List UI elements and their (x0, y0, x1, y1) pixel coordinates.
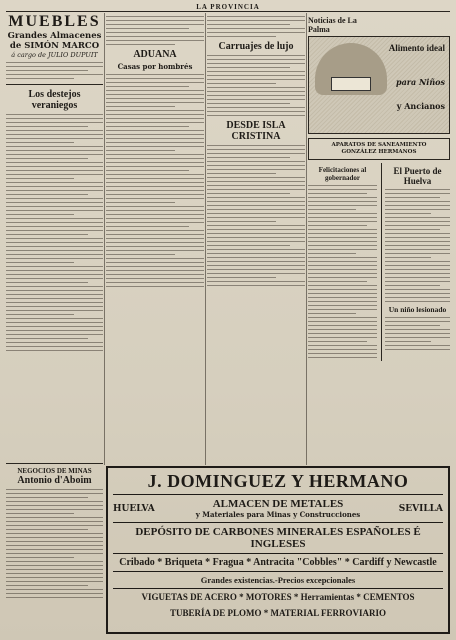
article-body (6, 114, 103, 351)
column-rule (104, 13, 105, 465)
felicitaciones-article (308, 163, 377, 361)
column-3 (207, 13, 305, 465)
col2-top-body (106, 16, 204, 45)
ad-almacen-sub: y Materiales para Minas y Construcciones (195, 510, 361, 519)
minas-ad (6, 460, 103, 601)
puerto-article (381, 163, 450, 361)
felicitaciones-headline: Felicitaciones al gobernador (318, 166, 367, 182)
nino-headline: Un niño lesionado (388, 305, 447, 314)
dominguez-hermano-ad (106, 466, 450, 634)
food-illustration-ad (308, 36, 450, 134)
aparatos-title: APARATOS DE SANEAMIENTO (331, 142, 427, 148)
column-1 (6, 13, 103, 465)
muebles-ad (6, 13, 103, 85)
aparatos-ad (308, 138, 450, 160)
ad-almacen (183, 498, 373, 519)
muebles-line1: Grandes Almacenes de SIMÓN MARCO (7, 31, 102, 51)
column-2 (106, 13, 204, 465)
muebles-title: MUEBLES (8, 13, 101, 30)
aduana-subhead: Casas por hombrés (117, 62, 193, 71)
carruajes-body (207, 55, 305, 116)
product-can (331, 77, 371, 91)
ad-almacen-title: ALMACEN DE METALES (212, 498, 344, 510)
ad-label-ancianos: y Ancianos (396, 101, 445, 111)
masthead-title: LA PROVINCIA (196, 2, 260, 11)
column-rule (205, 13, 206, 465)
muebles-body (6, 62, 103, 79)
column-4 (308, 13, 450, 465)
cristina-body (207, 145, 305, 286)
noticias-headline: Noticias de La Palma (308, 16, 357, 34)
muebles-line2: á cargo de JULIO DUPUIT (11, 51, 98, 59)
carruajes-headline: Carruajes de lujo (218, 41, 294, 52)
ad-label-ninos: para Niños (396, 77, 445, 87)
cristina-headline: DESDE ISLA CRISTINA (226, 120, 286, 142)
ad-city-sevilla: SEVILLA (398, 503, 443, 514)
ad-label-alimento: Alimento ideal (388, 43, 445, 53)
ad-city-huelva: HUELVA (113, 503, 155, 514)
aduana-body (106, 74, 204, 287)
masthead (6, 2, 450, 12)
ad-line-viguetas: VIGUETAS DE ACERO * MOTORES * Herramientas * CEMENTOS (141, 592, 415, 602)
minas-title: NEGOCIOS DE MINAS (17, 467, 92, 475)
col4-subcolumns (308, 163, 450, 361)
ad-line-tuberia: TUBERÍA DE PLOMO * MATERIAL FERROVIARIO (169, 608, 387, 618)
ad-company-title: J. DOMINGUEZ Y HERMANO (113, 471, 443, 495)
puerto-headline: El Puerto de Huelva (393, 166, 442, 186)
aduana-headline: ADUANA (133, 49, 177, 60)
ad-line-existencias: Grandes existencias.-Precios excepcionales (113, 572, 443, 589)
ad-line-cribado: Cribado * Briqueta * Fragua * Antracita "Cobbles" * Cardiff y Newcastle (113, 554, 443, 572)
aparatos-name: GONZÁLEZ HERMANOS (341, 149, 417, 155)
ad-header-row (113, 498, 443, 523)
article-headline: Los destejos veraniegos (28, 89, 81, 111)
col3-top-body (207, 16, 305, 37)
ad-line-carbones: DEPÓSITO DE CARBONES MINERALES ESPAÑOLES É INGLESES (113, 523, 443, 554)
minas-name: Antonio d'Aboim (17, 475, 92, 486)
column-rule (306, 13, 307, 465)
minas-body (6, 489, 103, 598)
